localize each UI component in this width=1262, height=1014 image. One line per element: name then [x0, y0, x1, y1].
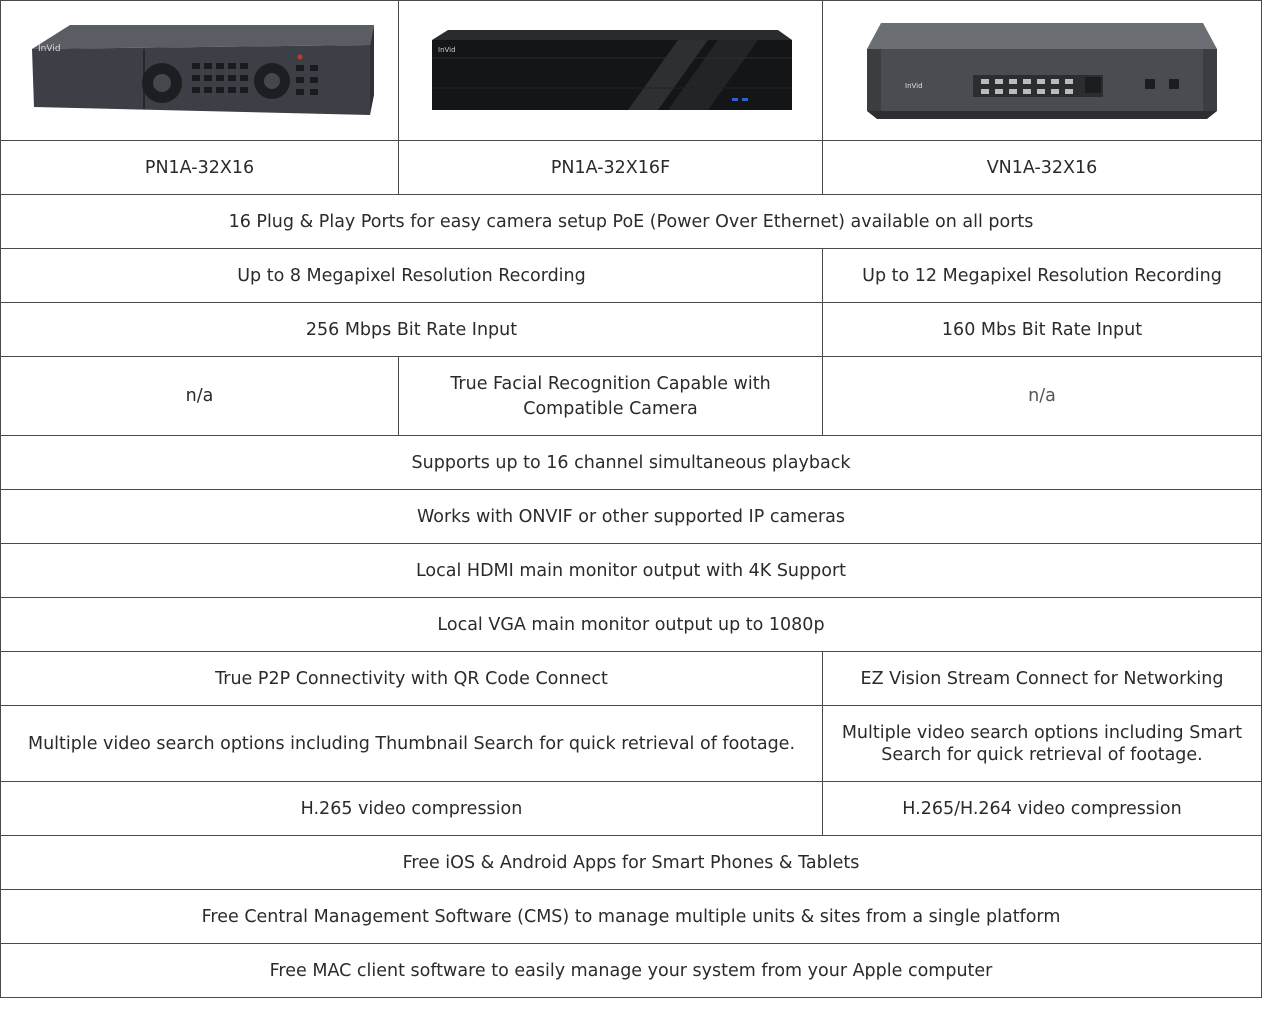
feature-row — [1, 836, 1262, 890]
feature-resolution-vn: Up to 12 Megapixel Resolution Recording — [823, 249, 1262, 303]
feature-playback: Supports up to 16 channel simultaneous playback — [1, 436, 1262, 490]
model-name: VN1A-32X16 — [823, 141, 1262, 195]
feature-bitrate-pn: 256 Mbps Bit Rate Input — [1, 303, 823, 357]
nvr-vn1a-32x16-image — [863, 19, 1221, 123]
feature-onvif: Works with ONVIF or other supported IP cameras — [1, 490, 1262, 544]
feature-row — [1, 652, 1262, 706]
feature-search-vn — [823, 706, 1262, 782]
model-row — [1, 141, 1262, 195]
svg-text:InVid: InVid — [437, 45, 456, 54]
feature-codec-vn: H.265/H.264 video compression — [823, 782, 1262, 836]
feature-row — [1, 357, 1262, 436]
feature-mac: Free MAC client software to easily manage your system from your Apple computer — [1, 944, 1262, 998]
feature-hdmi: Local HDMI main monitor output with 4K Support — [1, 544, 1262, 598]
feature-row — [1, 490, 1262, 544]
feature-row — [1, 598, 1262, 652]
model-name: PN1A-32X16 — [1, 141, 399, 195]
feature-search-vn-line2: Search for quick retrieval of footage. — [881, 744, 1203, 765]
feature-row — [1, 890, 1262, 944]
product-image-cell — [823, 1, 1262, 141]
feature-face-pn1: n/a — [1, 357, 399, 436]
feature-ports: 16 Plug & Play Ports for easy camera setup PoE (Power Over Ethernet) available on all ports — [1, 195, 1262, 249]
feature-cms: Free Central Management Software (CMS) to manage multiple units & sites from a single platform — [1, 890, 1262, 944]
feature-codec-pn: H.265 video compression — [1, 782, 823, 836]
feature-row — [1, 544, 1262, 598]
feature-row — [1, 195, 1262, 249]
feature-row — [1, 706, 1262, 782]
feature-search-pn: Multiple video search options including Thumbnail Search for quick retrieval of footage. — [1, 706, 823, 782]
nvr-pn1a-32x16f-image — [428, 28, 794, 114]
feature-row — [1, 303, 1262, 357]
feature-bitrate-vn: 160 Mbs Bit Rate Input — [823, 303, 1262, 357]
feature-face-pn1f-line2: Compatible Camera — [523, 398, 698, 419]
feature-row — [1, 436, 1262, 490]
feature-apps: Free iOS & Android Apps for Smart Phones & Tablets — [1, 836, 1262, 890]
model-name: PN1A-32X16F — [399, 141, 823, 195]
svg-text:InVid: InVid — [905, 81, 923, 90]
feature-row — [1, 944, 1262, 998]
product-image-row — [1, 1, 1262, 141]
feature-face-pn1f — [399, 357, 823, 436]
product-image-cell — [399, 1, 823, 141]
feature-search-vn-line1: Multiple video search options including Smart — [841, 722, 1243, 743]
nvr-pn1a-32x16-image — [24, 21, 376, 121]
svg-text:InVid: InVid — [37, 43, 61, 54]
feature-row — [1, 249, 1262, 303]
feature-row — [1, 782, 1262, 836]
feature-resolution-pn: Up to 8 Megapixel Resolution Recording — [1, 249, 823, 303]
feature-face-vn: n/a — [823, 357, 1262, 436]
feature-vga: Local VGA main monitor output up to 1080p — [1, 598, 1262, 652]
product-image-cell — [1, 1, 399, 141]
feature-face-pn1f-line1: True Facial Recognition Capable with — [450, 373, 771, 394]
feature-p2p-pn: True P2P Connectivity with QR Code Connect — [1, 652, 823, 706]
feature-p2p-vn: EZ Vision Stream Connect for Networking — [823, 652, 1262, 706]
